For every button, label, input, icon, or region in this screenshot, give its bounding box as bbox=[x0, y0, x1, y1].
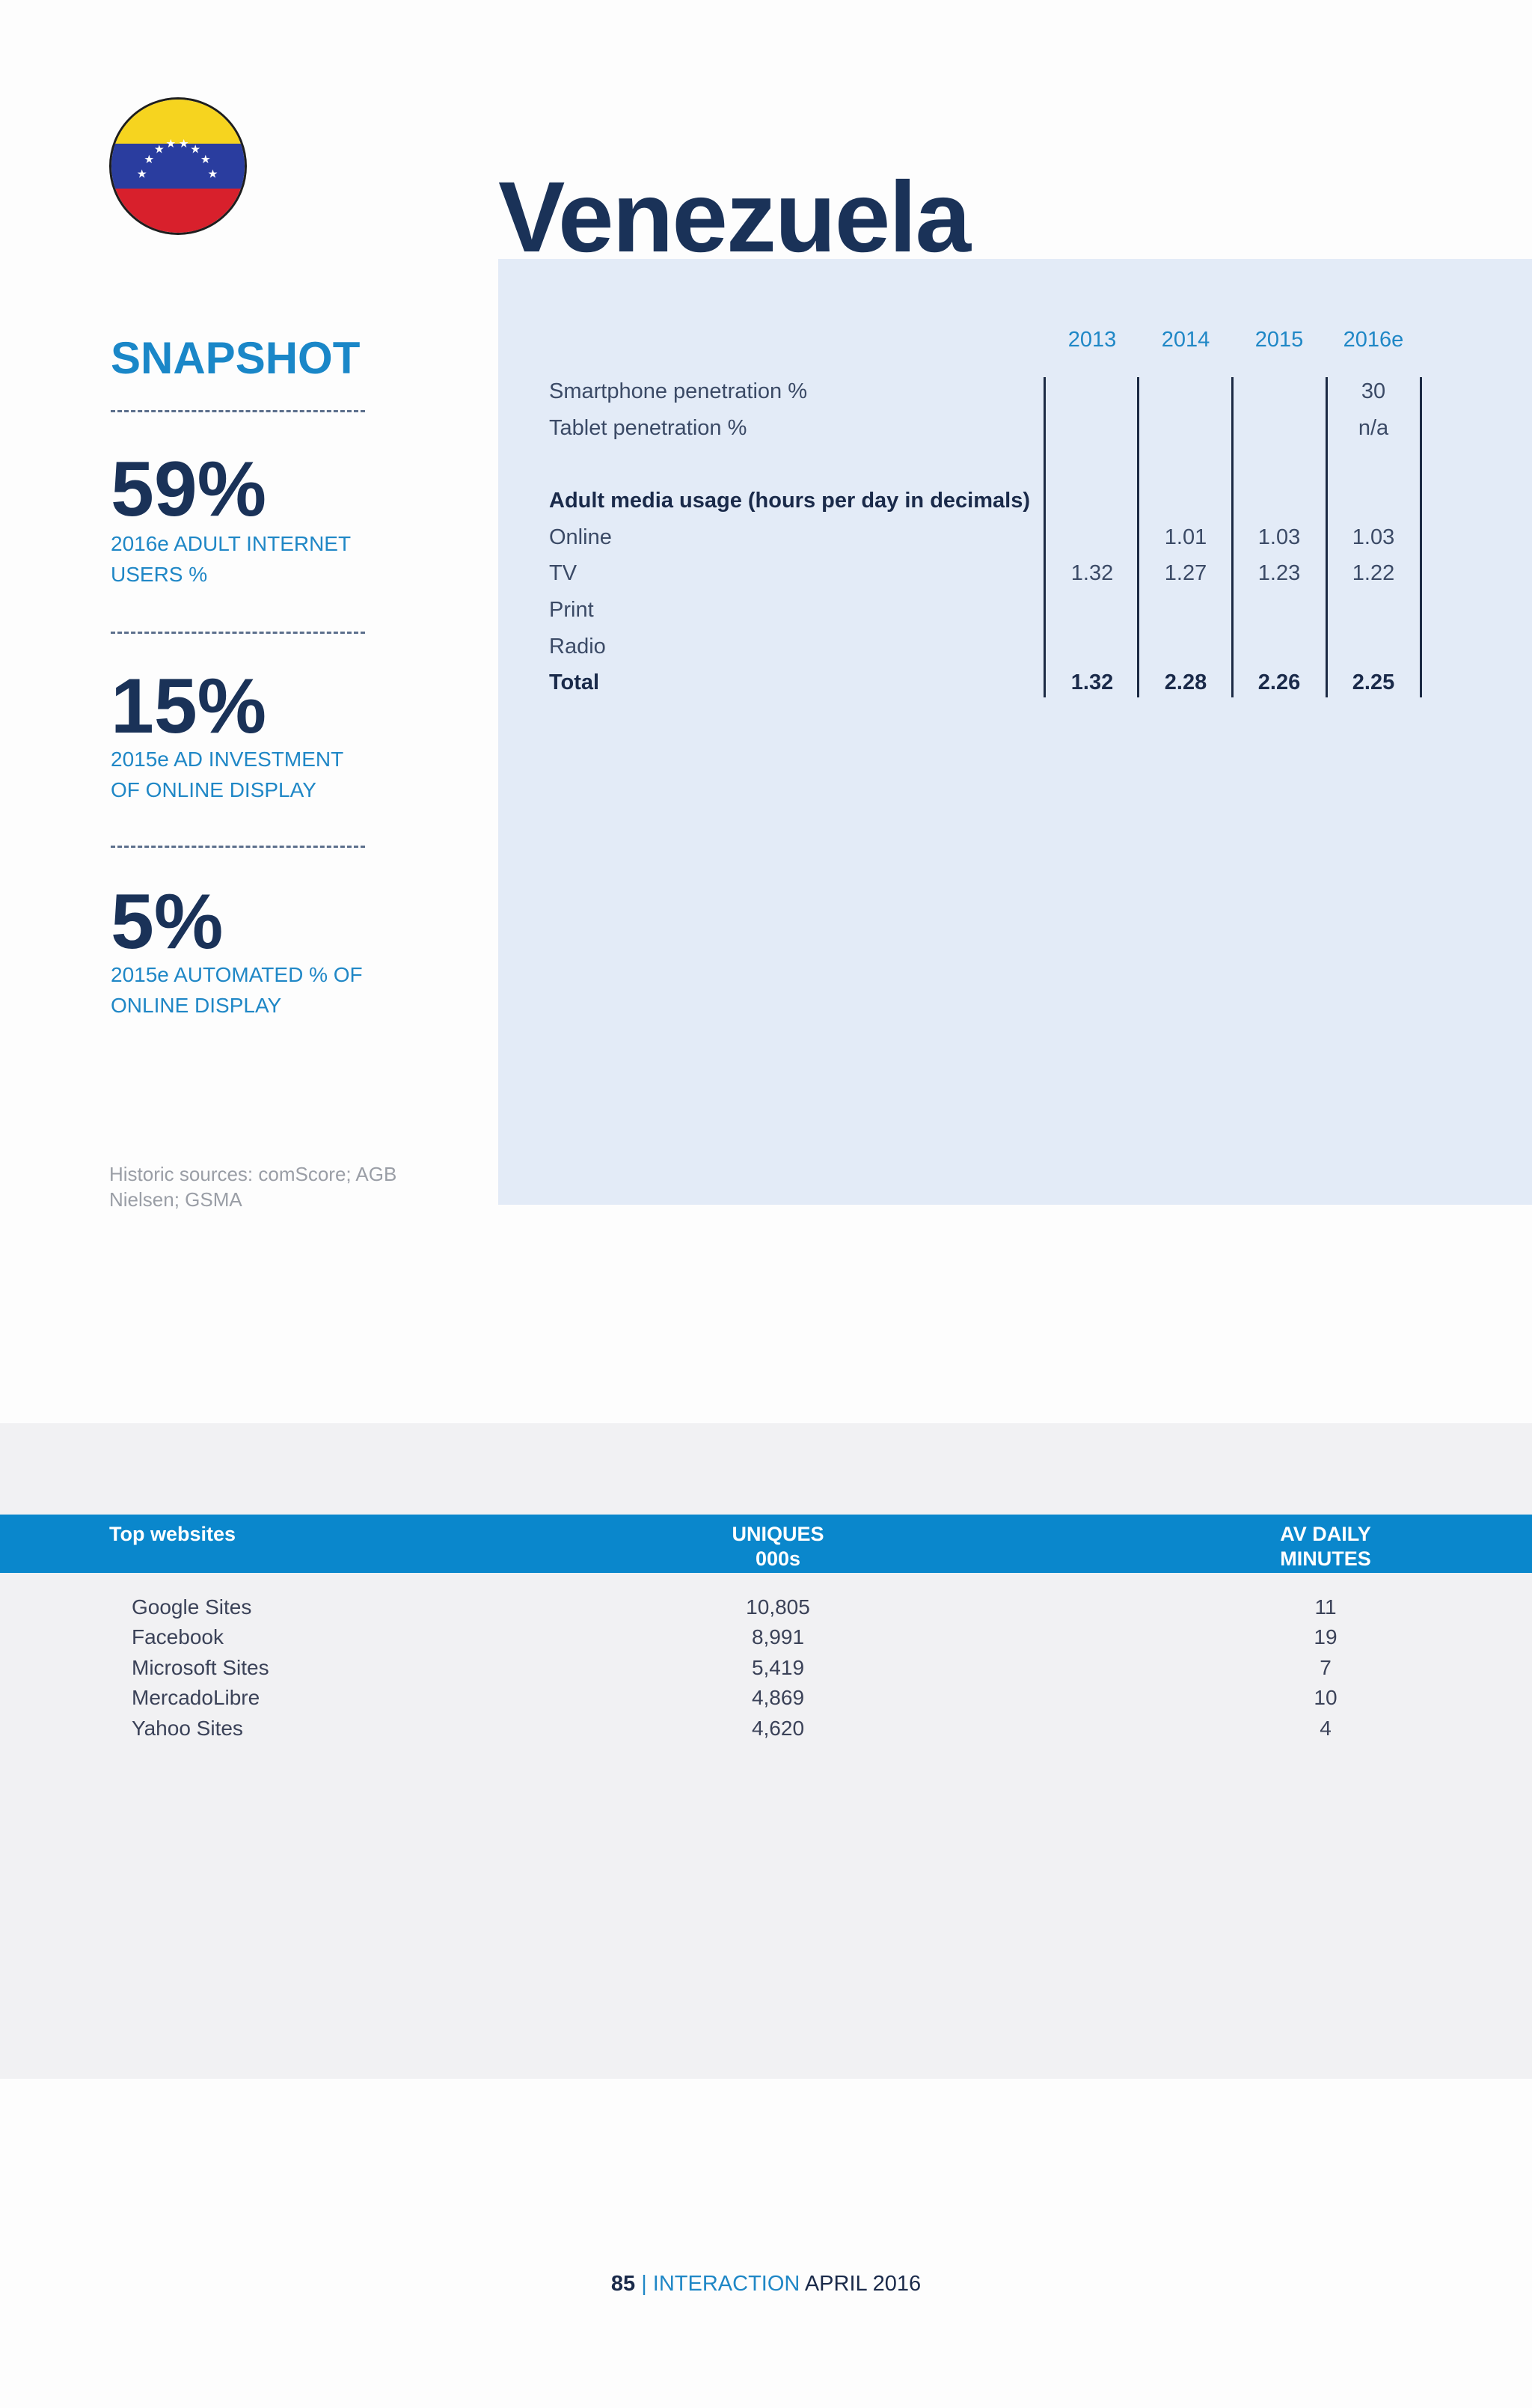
header-line: AV DAILY bbox=[1280, 1523, 1371, 1545]
row-label-radio: Radio bbox=[549, 635, 606, 658]
stat-label-ad-investment bbox=[111, 744, 380, 805]
col-header-uniques bbox=[703, 1522, 853, 1571]
svg-text:★: ★ bbox=[207, 167, 218, 181]
svg-text:★: ★ bbox=[178, 136, 189, 150]
page-footer bbox=[0, 2272, 1532, 2297]
website-uniques: 5,419 bbox=[751, 1656, 805, 1679]
website-name: Facebook bbox=[132, 1625, 224, 1648]
column-rule bbox=[1137, 377, 1139, 697]
svg-text:★: ★ bbox=[200, 153, 211, 167]
row-label-total: Total bbox=[549, 670, 600, 694]
divider bbox=[111, 410, 365, 412]
column-rule bbox=[1326, 377, 1328, 697]
snapshot-heading: SNAPSHOT bbox=[111, 333, 361, 383]
footer-separator: | bbox=[641, 2272, 647, 2296]
cell-value: 2.25 bbox=[1352, 670, 1395, 694]
website-name: MercadoLibre bbox=[132, 1686, 260, 1709]
stat-label-internet-users bbox=[111, 528, 380, 590]
row-label-tv: TV bbox=[549, 561, 577, 585]
website-name: Google Sites bbox=[132, 1595, 252, 1619]
historic-sources bbox=[109, 1161, 423, 1212]
divider bbox=[111, 632, 365, 634]
divider bbox=[111, 846, 365, 848]
header-line: UNIQUES bbox=[732, 1523, 824, 1545]
stat-value-automated: 5% bbox=[111, 878, 224, 965]
row-label-smartphone: Smartphone penetration % bbox=[549, 379, 807, 403]
website-uniques: 4,869 bbox=[751, 1686, 805, 1709]
year-header-2015: 2015 bbox=[1254, 328, 1304, 352]
website-uniques: 10,805 bbox=[746, 1595, 810, 1619]
cell-value: 1.32 bbox=[1070, 670, 1114, 694]
cell-value: 1.03 bbox=[1257, 525, 1301, 549]
cell-value: 1.22 bbox=[1352, 561, 1395, 585]
svg-text:★: ★ bbox=[153, 142, 165, 156]
column-rule bbox=[1044, 377, 1046, 697]
website-name: Yahoo Sites bbox=[132, 1717, 243, 1740]
cell-value: n/a bbox=[1358, 416, 1389, 440]
sources-line: Historic sources: comScore; AGB bbox=[109, 1163, 397, 1185]
stat-value-ad-investment: 15% bbox=[111, 663, 267, 750]
row-label-print: Print bbox=[549, 598, 594, 622]
cell-value: 2.28 bbox=[1164, 670, 1207, 694]
website-minutes: 11 bbox=[1314, 1595, 1337, 1619]
website-minutes: 10 bbox=[1314, 1686, 1338, 1709]
website-minutes: 4 bbox=[1320, 1717, 1332, 1740]
cell-value: 1.32 bbox=[1070, 561, 1114, 585]
website-name: Microsoft Sites bbox=[132, 1656, 269, 1679]
stat-label-automated bbox=[111, 959, 380, 1021]
website-uniques: 4,620 bbox=[751, 1717, 805, 1740]
year-header-2013: 2013 bbox=[1067, 328, 1117, 352]
cell-value: 1.23 bbox=[1257, 561, 1301, 585]
cell-value: 2.26 bbox=[1257, 670, 1301, 694]
page-title: Venezuela bbox=[498, 162, 970, 273]
stat-label-line: 2015e AD INVESTMENT bbox=[111, 748, 344, 771]
flag-stars-icon bbox=[111, 100, 245, 233]
stat-value-internet-users: 59% bbox=[111, 446, 267, 533]
page-number: 85 bbox=[610, 2272, 636, 2296]
header-line: MINUTES bbox=[1280, 1547, 1371, 1570]
header-line: 000s bbox=[755, 1547, 801, 1570]
stat-label-line: USERS % bbox=[111, 563, 208, 586]
stat-label-line: 2015e AUTOMATED % OF bbox=[111, 963, 363, 986]
row-label-tablet: Tablet penetration % bbox=[549, 416, 747, 440]
row-label-online: Online bbox=[549, 525, 612, 549]
cell-value: 1.03 bbox=[1352, 525, 1395, 549]
stat-label-line: 2016e ADULT INTERNET bbox=[111, 532, 352, 555]
col-header-top-websites: Top websites bbox=[109, 1523, 236, 1545]
website-uniques: 8,991 bbox=[751, 1625, 805, 1648]
svg-text:★: ★ bbox=[165, 136, 177, 150]
website-minutes: 7 bbox=[1320, 1656, 1332, 1679]
footer-date: APRIL 2016 bbox=[804, 2272, 922, 2296]
row-heading-media-usage: Adult media usage (hours per day in decimals) bbox=[549, 489, 1030, 513]
sources-line: Nielsen; GSMA bbox=[109, 1188, 242, 1211]
column-rule bbox=[1420, 377, 1422, 697]
footer-brand: INTERACTION bbox=[652, 2272, 800, 2296]
stat-label-line: OF ONLINE DISPLAY bbox=[111, 778, 316, 801]
venezuela-flag-icon bbox=[109, 97, 247, 235]
website-minutes: 19 bbox=[1314, 1625, 1338, 1648]
cell-value: 30 bbox=[1361, 379, 1386, 403]
svg-text:★: ★ bbox=[144, 153, 155, 167]
year-header-2016e: 2016e bbox=[1343, 328, 1404, 352]
cell-value: 1.27 bbox=[1164, 561, 1207, 585]
column-rule bbox=[1231, 377, 1234, 697]
col-header-av-daily-minutes bbox=[1251, 1522, 1400, 1571]
svg-text:★: ★ bbox=[136, 167, 147, 181]
stat-label-line: ONLINE DISPLAY bbox=[111, 994, 282, 1017]
svg-text:★: ★ bbox=[190, 142, 201, 156]
year-header-2014: 2014 bbox=[1161, 328, 1210, 352]
cell-value: 1.01 bbox=[1164, 525, 1207, 549]
